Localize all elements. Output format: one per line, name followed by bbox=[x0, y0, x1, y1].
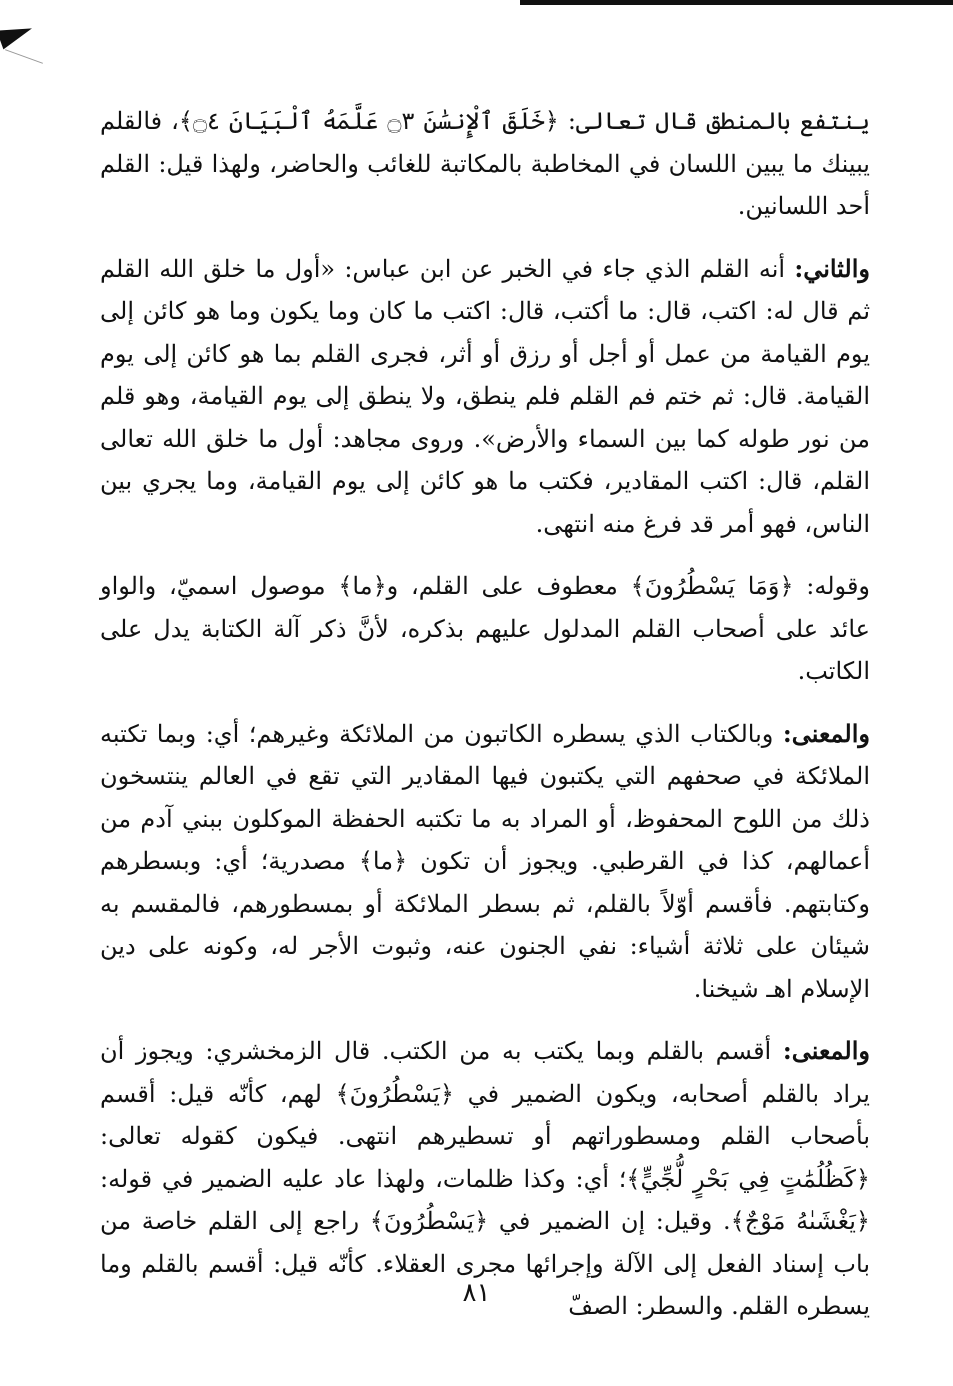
paragraph-2 bbox=[100, 248, 870, 546]
paragraph-1 bbox=[100, 100, 870, 228]
paragraph-4-text: وبالكتاب الذي يسطره الكاتبون من الملائكة وغيرهم؛ أي: وبما تكتبه الملائكة في صحفهم التي يكتبون فيها المقادير التي تقع في العالم ينتسخون ذلك من اللوح المحفوظ، أو المراد به ما تكتبه الحفظة الموكلون ببني آدم من أعمالهم، كذا في القرطبي. ويجوز أن تكون ﴿ما﴾ مصدرية؛ أي: وبسطرهم وكتابتهم. فأقسم أوّلاً بالقلم، ثم بسطر الملائكة أو بمسطورهم، فالمقسم به شيئان على ثلاثة أشياء: نفي الجنون عنه، وثبوت الأجر له، وكونه على دين الإسلام اهـ شيخنا. bbox=[100, 719, 870, 1003]
paragraph-5-text: أقسم بالقلم وبما يكتب به من الكتب. قال الزمخشري: ويجوز أن يراد بالقلم أصحابه، ويكون الضمير في ﴿يَسْطُرُونَ﴾ لهم، كأنّه قيل: أقسم بأصحاب القلم ومسطوراتهم أو تسطيرهم انتهى. فيكون كقوله تعالى: ﴿كَظُلُمَٰتٍ فِي بَحْرٍ لُّجِّيٍّ﴾؛ أي: وكذا ظلمات، ولهذا عاد عليه الضمير في قوله: ﴿يَغْشَىٰهُ مَوْجٌ﴾. وقيل: إن الضمير في ﴿يَسْطُرُونَ﴾ راجع إلى القلم خاصة من باب إسناد الفعل إلى الآلة وإجرائها مجرى العقلاء. كأنّه قيل: أقسم بالقلم وما يسطره القلم. والسطر: الصفّ bbox=[100, 1037, 870, 1320]
paragraph-3 bbox=[100, 565, 870, 693]
page-number: ٨١ bbox=[462, 1278, 491, 1308]
paragraph-4-lead: والمعنى: bbox=[782, 718, 870, 748]
corner-line bbox=[5, 49, 43, 64]
paragraph-3-text: وقوله: ﴿وَمَا يَسْطُرُونَ﴾ معطوف على القلم، و﴿ما﴾ موصول اسميّ، والواو عائد على أصحاب القلم المدلول عليهم بذكره، لأنَّ ذكر آلة الكتابة يدل على الكاتب. bbox=[100, 572, 870, 685]
corner-mark bbox=[0, 19, 35, 49]
paragraph-4 bbox=[100, 713, 870, 1011]
paragraph-2-lead: والثاني: bbox=[794, 253, 870, 283]
top-rule bbox=[520, 0, 953, 5]
page-body bbox=[100, 100, 870, 1328]
paragraph-2-text: أنه القلم الذي جاء في الخبر عن ابن عباس: «أول ما خلق الله القلم ثم قال له: اكتب، قال: ما أكتب، قال: اكتب ما كان وما يكون وما هو كائن إلى يوم القيامة من عمل أو أجل أو رزق أو أثر، فجرى القلم بما هو كائن إلى يوم القيامة. قال: ثم ختم فم القلم فلم ينطق، ولا ينطق إلى يوم القيامة، وهو قلم من نور طوله كما بين السماء والأرض». وروى مجاهد: أول ما خلق الله تعالى القلم، قال: اكتب المقادير، فكتب ما هو كائن إلى يوم القيامة، وما يجري بين الناس، فهو أمر قد فرغ منه انتهى. bbox=[100, 254, 870, 538]
paragraph-5-lead: والمعنى: bbox=[782, 1036, 870, 1065]
paragraph-1-text: ينتفع بالمنطق قال تعالى: ﴿خَلَقَ ٱلْإِنسَٰنَ ۝٣ عَلَّمَهُ ٱلْبَيَانَ ۝٤﴾، فالقلم يبينك ما يبين اللسان في المخاطبة بالمكاتبة للغائب والحاضر، ولهذا قيل: القلم أحد اللسانين. bbox=[100, 107, 871, 220]
